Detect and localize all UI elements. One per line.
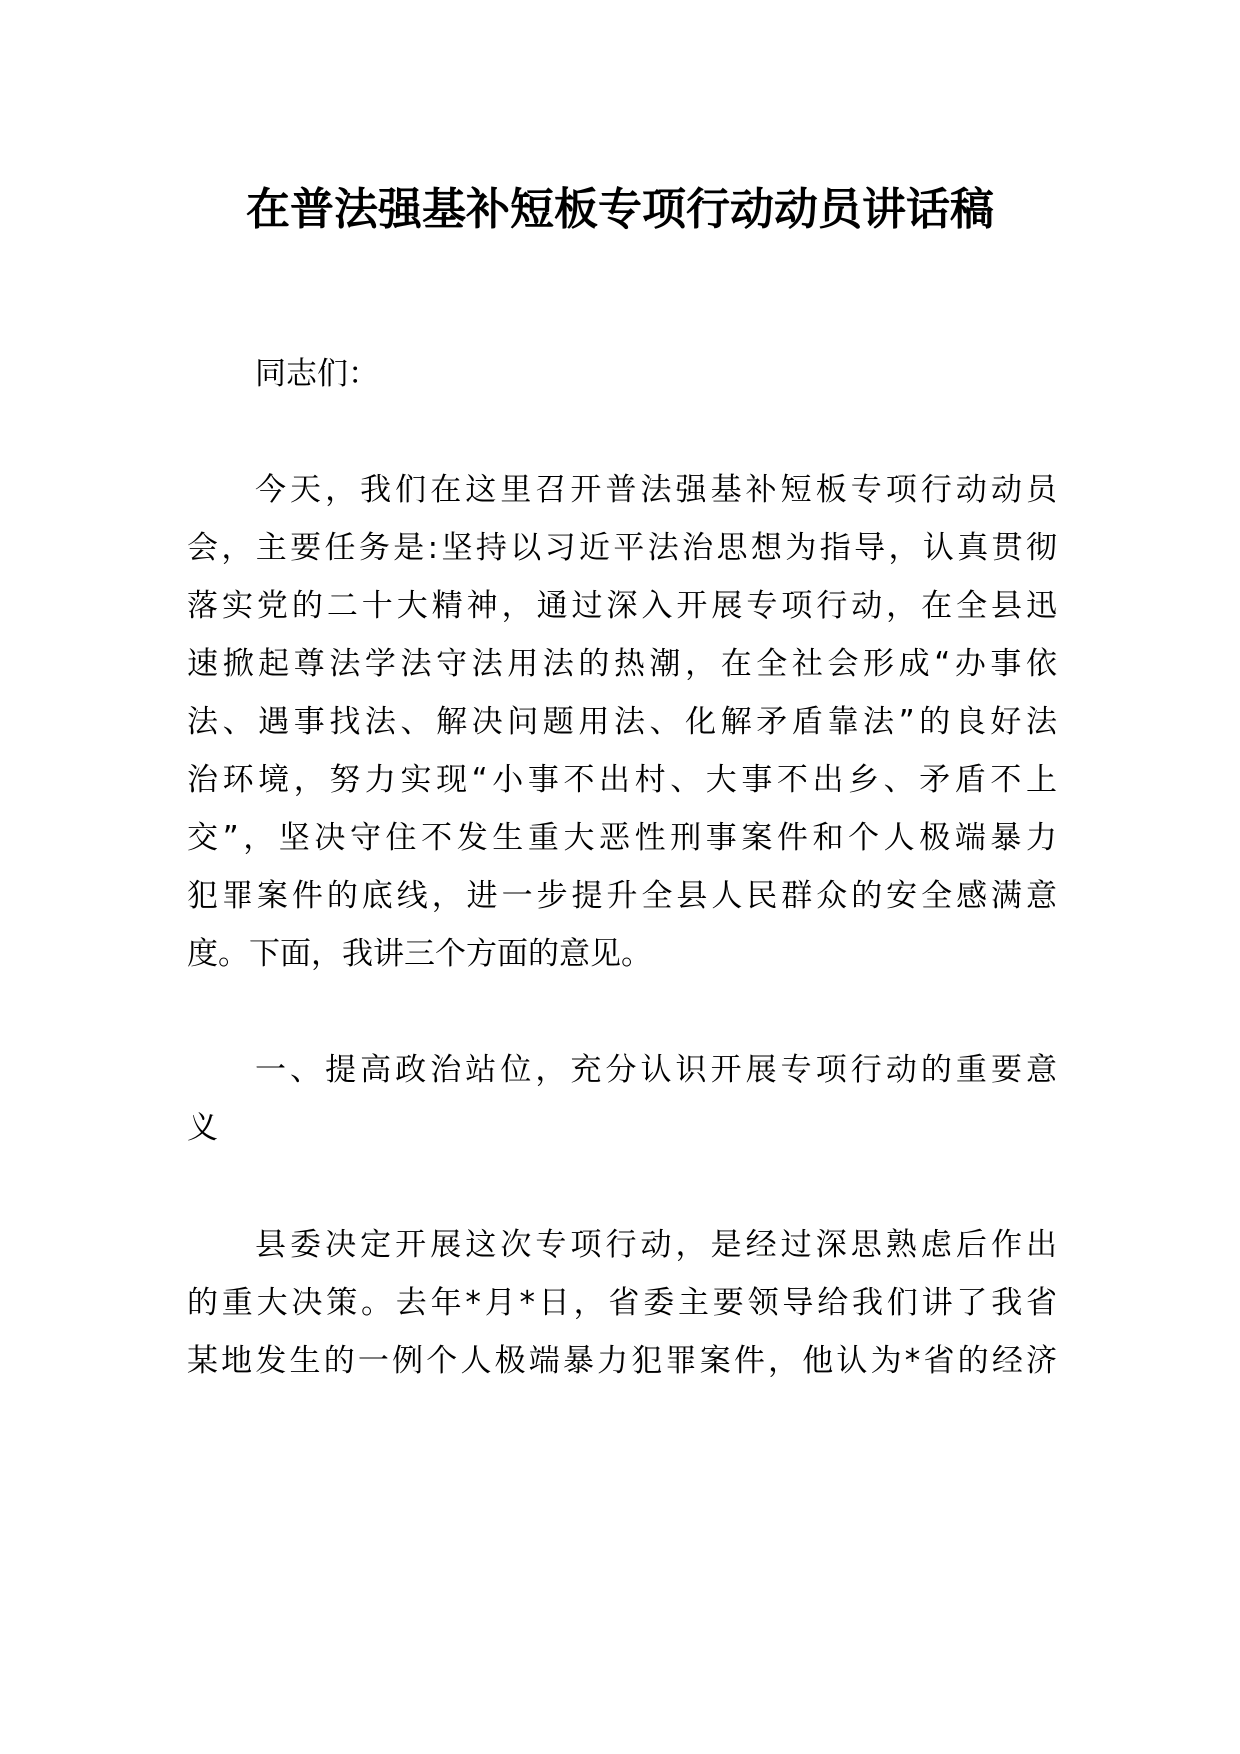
paragraph-line: 某地发生的一例个人极端暴力犯罪案件，他认为*省的经济 bbox=[187, 1343, 1057, 1379]
paragraph-line: 度。下面，我讲三个方面的意见。 bbox=[187, 936, 652, 972]
paragraph-line: 会，主要任务是:坚持以习近平法治思想为指导，认真贯彻 bbox=[187, 530, 1057, 566]
paragraph-line: 犯罪案件的底线，进一步提升全县人民群众的安全感满意 bbox=[187, 878, 1057, 914]
paragraph-line: 治环境，努力实现“小事不出村、大事不出乡、矛盾不上 bbox=[187, 762, 1057, 798]
paragraph-line: 今天，我们在这里召开普法强基补短板专项行动动员 bbox=[255, 472, 1057, 508]
salutation: 同志们： bbox=[255, 356, 379, 392]
paragraph-line: 交”，坚决守住不发生重大恶性刑事案件和个人极端暴力 bbox=[187, 820, 1057, 856]
paragraph-line: 县委决定开展这次专项行动，是经过深思熟虑后作出 bbox=[255, 1227, 1057, 1263]
heading-line: 一、提高政治站位，充分认识开展专项行动的重要意 bbox=[255, 1052, 1057, 1088]
heading-line: 义 bbox=[187, 1110, 218, 1146]
document-title: 在普法强基补短板专项行动动员讲话稿 bbox=[246, 184, 994, 235]
paragraph-line: 落实党的二十大精神，通过深入开展专项行动，在全县迅 bbox=[187, 588, 1057, 624]
paragraph-line: 法、遇事找法、解决问题用法、化解矛盾靠法”的良好法 bbox=[187, 704, 1057, 740]
paragraph-line: 的重大决策。去年*月*日，省委主要领导给我们讲了我省 bbox=[187, 1285, 1057, 1321]
paragraph-line: 速掀起尊法学法守法用法的热潮，在全社会形成“办事依 bbox=[187, 646, 1057, 682]
